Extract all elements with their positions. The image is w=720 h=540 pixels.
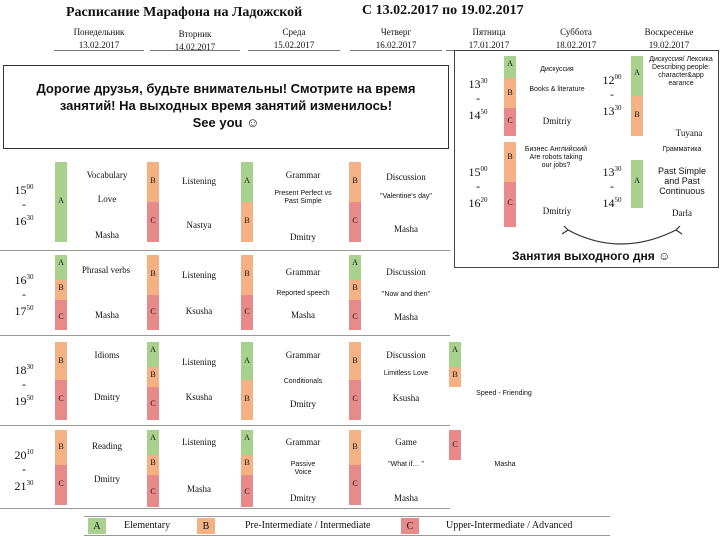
level-b-marker: B bbox=[241, 380, 253, 420]
level-c-marker: C bbox=[504, 182, 516, 227]
level-c-marker: C bbox=[349, 202, 361, 242]
level-b-marker: B bbox=[147, 255, 159, 295]
day-date: 13.02.2017 bbox=[78, 40, 120, 50]
class-teacher: Tuyana bbox=[675, 128, 703, 138]
time-slot-1: $15^{00}$ - $16^{30}$ bbox=[14, 183, 34, 228]
notice-line-1: Дорогие друзья, будьте внимательны! Смотрите на время bbox=[36, 81, 416, 96]
legend-label-c: Upper-Intermediate / Advanced bbox=[446, 520, 573, 531]
day-date: 16.02.2017 bbox=[375, 40, 417, 50]
class-teacher: Masha bbox=[187, 484, 211, 494]
class-topic: Speed - Friending bbox=[476, 390, 532, 397]
class-topic: Grammar bbox=[285, 437, 321, 447]
class-topic: Grammar bbox=[285, 267, 321, 277]
level-a-marker: A bbox=[631, 160, 643, 208]
class-topic: Game bbox=[395, 437, 417, 447]
level-b-marker: B bbox=[349, 342, 361, 380]
day-date: 19.02.2017 bbox=[648, 40, 690, 50]
legend-label-a: Elementary bbox=[124, 520, 171, 531]
level-b-marker: B bbox=[147, 162, 159, 202]
class-subtopic: Conditionals bbox=[283, 378, 323, 385]
level-a-marker: A bbox=[147, 430, 159, 455]
level-b-marker: B bbox=[55, 280, 67, 300]
class-topic: Дискуссия/ Лексика Describing people: character&app earance bbox=[649, 56, 713, 87]
day-header-wed bbox=[248, 26, 340, 51]
class-teacher: Ksusha bbox=[185, 392, 213, 402]
class-teacher: Ksusha bbox=[185, 306, 213, 316]
level-c-marker: C bbox=[349, 380, 361, 420]
level-c-marker: C bbox=[241, 295, 253, 330]
level-a-marker: A bbox=[349, 255, 361, 280]
class-teacher: Masha bbox=[494, 461, 516, 468]
class-teacher: Dmitriy bbox=[542, 206, 572, 216]
legend-label-b: Pre-Intermediate / Intermediate bbox=[245, 520, 371, 531]
class-topic: Discussion bbox=[386, 350, 426, 360]
fri-time-slot-2: $15^{00}$ - $16^{20}$ bbox=[468, 165, 488, 210]
class-subtopic: "Valentine's day" bbox=[380, 193, 432, 200]
level-c-marker: C bbox=[147, 202, 159, 242]
day-header-tue bbox=[150, 26, 240, 51]
level-b-marker: B bbox=[55, 430, 67, 465]
weekend-caption: Занятия выходного дня ☺ bbox=[512, 249, 671, 263]
legend-border bbox=[84, 535, 610, 536]
date-range: С 13.02.2017 по 19.02.2017 bbox=[362, 3, 524, 18]
legend-swatch-a: A bbox=[88, 518, 106, 534]
day-name: Вторник bbox=[178, 29, 212, 39]
level-a-marker: A bbox=[504, 56, 516, 78]
class-topic: Discussion bbox=[386, 267, 426, 277]
time-slot-4: $20^{10}$ - $21^{30}$ bbox=[14, 448, 34, 493]
day-date: 18.02.2017 bbox=[555, 40, 597, 50]
level-b-marker: B bbox=[631, 96, 643, 136]
class-topic: Listening bbox=[182, 357, 216, 367]
level-c-marker: C bbox=[55, 300, 67, 330]
level-a-marker: A bbox=[241, 162, 253, 202]
level-c-marker: C bbox=[449, 430, 461, 460]
class-topic: Listening bbox=[182, 176, 216, 186]
level-b-marker: B bbox=[504, 142, 516, 182]
class-topic: Грамматика bbox=[662, 146, 702, 153]
level-c-marker: C bbox=[504, 108, 516, 136]
level-b-marker: B bbox=[241, 455, 253, 475]
level-c-marker: C bbox=[147, 387, 159, 420]
level-a-marker: A bbox=[55, 255, 67, 280]
level-c-marker: C bbox=[147, 295, 159, 330]
level-b-marker: B bbox=[349, 162, 361, 202]
curve-arrow bbox=[550, 222, 710, 252]
level-c-marker: C bbox=[349, 465, 361, 505]
level-b-marker: B bbox=[241, 255, 253, 295]
class-topic: Бизнес Английский Are robots taking our jobs? bbox=[524, 146, 588, 169]
day-date: 17.01.2017 bbox=[468, 40, 510, 50]
day-date: 14.02.2017 bbox=[174, 42, 216, 52]
class-topic: Listening bbox=[182, 437, 216, 447]
class-topic: Дискуссия bbox=[540, 66, 574, 73]
class-subtopic: Limitless Love bbox=[383, 370, 429, 377]
class-topic: Discussion bbox=[386, 172, 426, 182]
legend-border bbox=[84, 516, 610, 517]
day-name: Четверг bbox=[380, 27, 412, 37]
level-c-marker: C bbox=[349, 300, 361, 330]
day-name: Среда bbox=[282, 27, 306, 37]
class-teacher: Dmitriy bbox=[542, 116, 572, 126]
level-c-marker: C bbox=[55, 465, 67, 505]
level-c-marker: C bbox=[55, 380, 67, 420]
class-topic: Idioms bbox=[94, 350, 120, 360]
level-b-marker: B bbox=[241, 202, 253, 242]
level-a-marker: A bbox=[55, 162, 67, 242]
level-a-marker: A bbox=[449, 342, 461, 367]
class-teacher: Masha bbox=[291, 310, 315, 320]
class-subtopic: "What if… " bbox=[388, 461, 424, 468]
class-topic: Listening bbox=[182, 270, 216, 280]
level-b-marker: B bbox=[349, 280, 361, 300]
row-divider bbox=[0, 508, 450, 509]
day-header-fri bbox=[446, 26, 532, 51]
sat-time-slot-1: $12^{00}$ - $13^{30}$ bbox=[602, 73, 622, 118]
level-b-marker: B bbox=[147, 367, 159, 387]
level-b-marker: B bbox=[449, 367, 461, 387]
time-slot-2: $16^{30}$ - $17^{50}$ bbox=[14, 273, 34, 318]
level-b-marker: B bbox=[147, 455, 159, 475]
class-teacher: Masha bbox=[394, 493, 418, 503]
class-teacher: Dmitry bbox=[290, 232, 316, 242]
notice-box bbox=[3, 65, 449, 149]
day-name: Воскресенье bbox=[644, 27, 694, 37]
class-subtopic: Books & literature bbox=[529, 86, 585, 93]
day-name: Понедельник bbox=[73, 27, 125, 37]
level-a-marker: A bbox=[241, 430, 253, 455]
level-a-marker: A bbox=[147, 342, 159, 367]
day-header-sat bbox=[538, 26, 614, 51]
day-name: Пятница bbox=[472, 27, 506, 37]
sat-time-slot-2: $13^{30}$ - $14^{50}$ bbox=[602, 165, 622, 210]
row-divider bbox=[0, 250, 450, 251]
notice-line-2: занятий! На выходных время занятий изменилось! bbox=[59, 98, 393, 113]
class-subtopic: Present Perfect vs Past Simple bbox=[274, 190, 332, 205]
class-subtopic: "Now and then" bbox=[381, 291, 431, 298]
time-slot-3: $18^{30}$ - $19^{50}$ bbox=[14, 363, 34, 408]
day-header-thu bbox=[350, 26, 442, 51]
class-teacher: Dmitry bbox=[290, 493, 316, 503]
class-teacher: Dmitry bbox=[290, 399, 316, 409]
level-c-marker: C bbox=[241, 475, 253, 507]
class-subtopic: Past Simple and Past Continuous bbox=[657, 166, 707, 196]
legend-swatch-b: B bbox=[197, 518, 215, 534]
class-topic: Vocabulary bbox=[86, 170, 128, 180]
day-name: Суббота bbox=[560, 27, 592, 37]
class-teacher: Dmitry bbox=[94, 474, 120, 484]
class-topic: Grammar bbox=[285, 170, 321, 180]
level-a-marker: A bbox=[631, 56, 643, 96]
row-divider bbox=[0, 335, 450, 336]
class-teacher: Darla bbox=[672, 208, 692, 218]
class-topic: Grammar bbox=[285, 350, 321, 360]
class-subtopic: Love bbox=[97, 194, 117, 204]
class-teacher: Nastya bbox=[186, 220, 212, 230]
class-teacher: Masha bbox=[394, 224, 418, 234]
class-topic: Reading bbox=[92, 441, 122, 451]
level-c-marker: C bbox=[147, 475, 159, 507]
level-b-marker: B bbox=[55, 342, 67, 380]
fri-time-slot-1: $13^{30}$ - $14^{50}$ bbox=[468, 77, 488, 122]
class-teacher: Masha bbox=[95, 310, 119, 320]
class-teacher: Masha bbox=[95, 230, 119, 240]
legend-swatch-c: C bbox=[401, 518, 419, 534]
class-teacher: Ksusha bbox=[392, 393, 420, 403]
row-divider bbox=[0, 425, 450, 426]
class-subtopic: Passive Voice bbox=[290, 461, 316, 476]
level-a-marker: A bbox=[241, 342, 253, 380]
day-header-mon bbox=[54, 26, 144, 51]
class-teacher: Masha bbox=[394, 312, 418, 322]
day-header-sun bbox=[622, 26, 716, 51]
class-teacher: Dmitry bbox=[94, 392, 120, 402]
level-b-marker: B bbox=[504, 78, 516, 108]
page-title: Расписание Марафона на Ладожской bbox=[66, 5, 303, 20]
day-date: 15.02.2017 bbox=[273, 40, 315, 50]
level-b-marker: B bbox=[349, 430, 361, 465]
class-subtopic: Reported speech bbox=[276, 290, 330, 297]
notice-line-3: See you ☺ bbox=[192, 115, 260, 130]
class-topic: Phrasal verbs bbox=[81, 265, 131, 275]
